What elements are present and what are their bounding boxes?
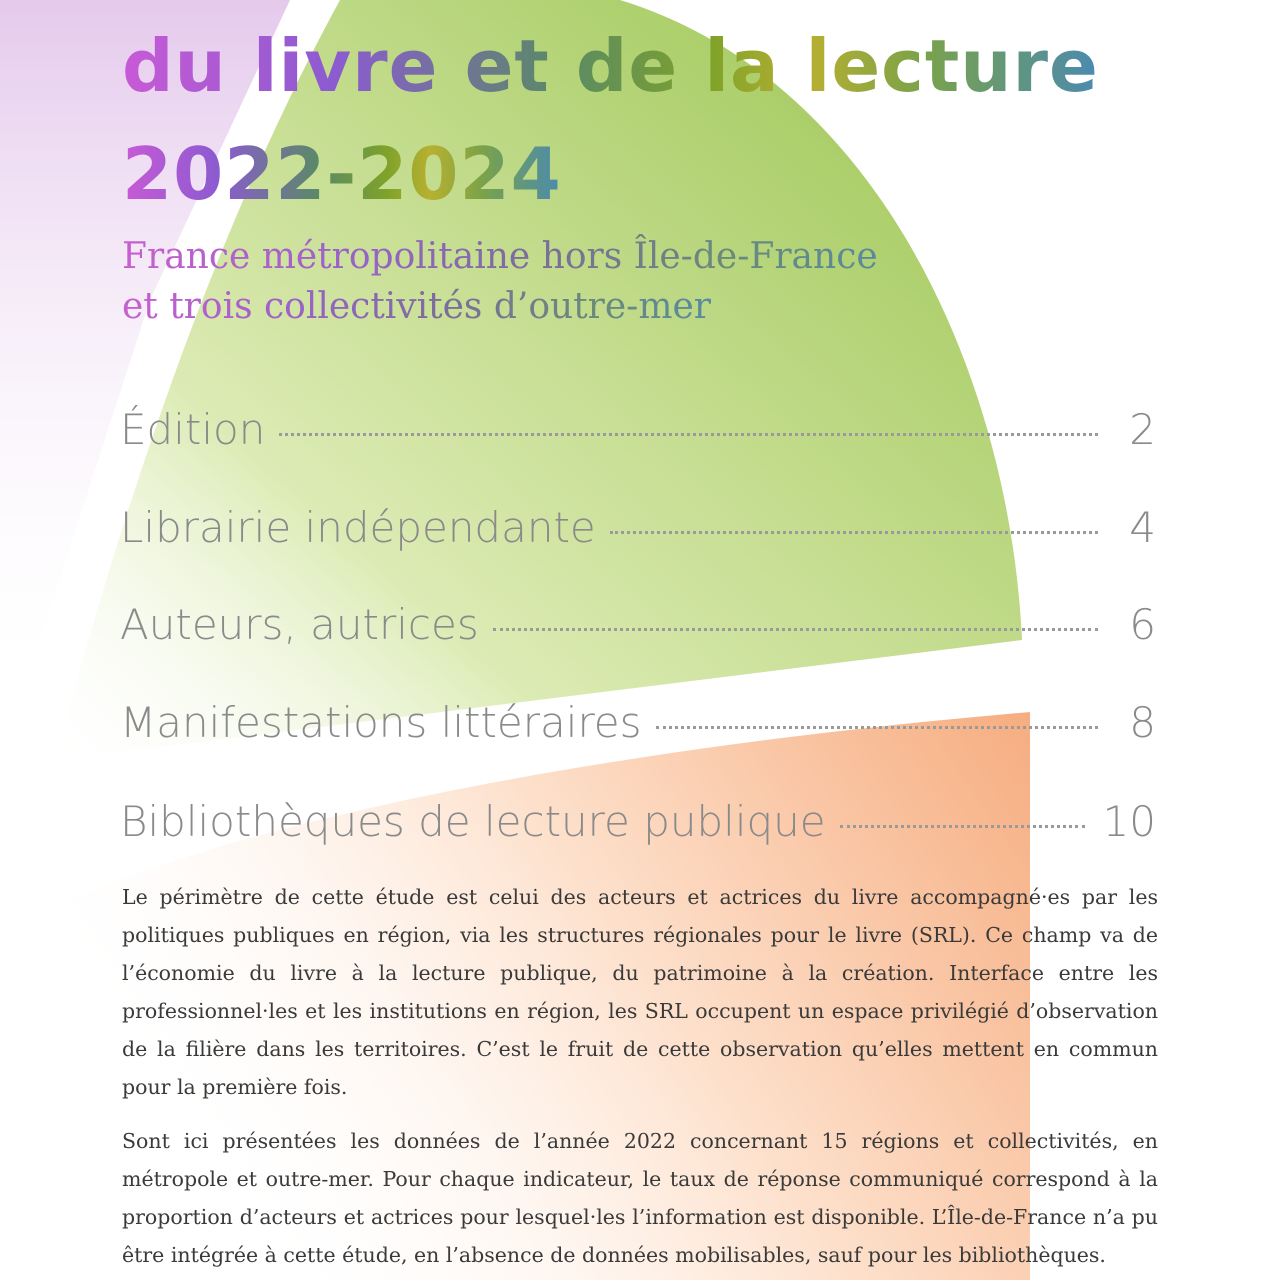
toc-leader-dots [656, 725, 1098, 729]
title-line-1: du livre et de la lecture [122, 24, 1099, 108]
toc-page-number: 6 [1129, 600, 1156, 649]
subtitle-line-2: et trois collectivités d’outre-mer [122, 282, 711, 332]
title-line-2: 2022-2024 [122, 132, 562, 216]
toc-page-number: 10 [1102, 797, 1156, 846]
toc-page-number: 2 [1129, 405, 1156, 454]
toc-label: Auteurs, autrices [120, 600, 479, 649]
toc-entry-manifestations[interactable] [120, 695, 1156, 751]
toc-label: Manifestations littéraires [120, 698, 642, 747]
toc-page-number: 8 [1129, 698, 1156, 747]
toc-leader-dots [610, 530, 1098, 534]
toc-page-number: 4 [1129, 503, 1156, 552]
subtitle-line-1: France métropolitaine hors Île-de-France [122, 232, 878, 282]
intro-paragraph-1: Le périmètre de cette étude est celui des acteurs et actrices du livre accompagné·es par les politiques publiques en région, via les structures régionales pour le livre (SRL). Ce champ va de l’économie du livre à la lecture publique, du patrimoine à la création. Interface entre les professionnel·les et les institutions en région, les SRL occupent un espace privilégié d’observation de la filière dans les territoires. C’est le fruit de cette observation qu’elles mettent en commun pour la première fois. [122, 885, 1158, 1099]
toc-entry-librairie[interactable] [120, 500, 1156, 556]
toc-entry-bibliotheques[interactable] [120, 794, 1156, 850]
intro-paragraph-2: Sont ici présentées les données de l’année 2022 concernant 15 régions et collectivités, en métropole et outre-mer. Pour chaque indicateur, le taux de réponse communiqué correspond à la proportion d’acteurs et actrices pour lesquel·les l’information est disponible. L’Île-de-France n’a pu être intégrée à cette étude, en l’absence de données mobilisables, sauf pour les bibliothèques. [122, 1129, 1158, 1267]
toc-leader-dots [279, 432, 1098, 436]
toc-entry-edition[interactable] [120, 402, 1156, 458]
toc-leader-dots [840, 824, 1085, 828]
toc-leader-dots [493, 627, 1098, 631]
toc-entry-auteurs[interactable] [120, 597, 1156, 653]
toc-label: Bibliothèques de lecture publique [120, 797, 826, 846]
toc-label: Librairie indépendante [120, 503, 596, 552]
toc-label: Édition [120, 405, 266, 454]
